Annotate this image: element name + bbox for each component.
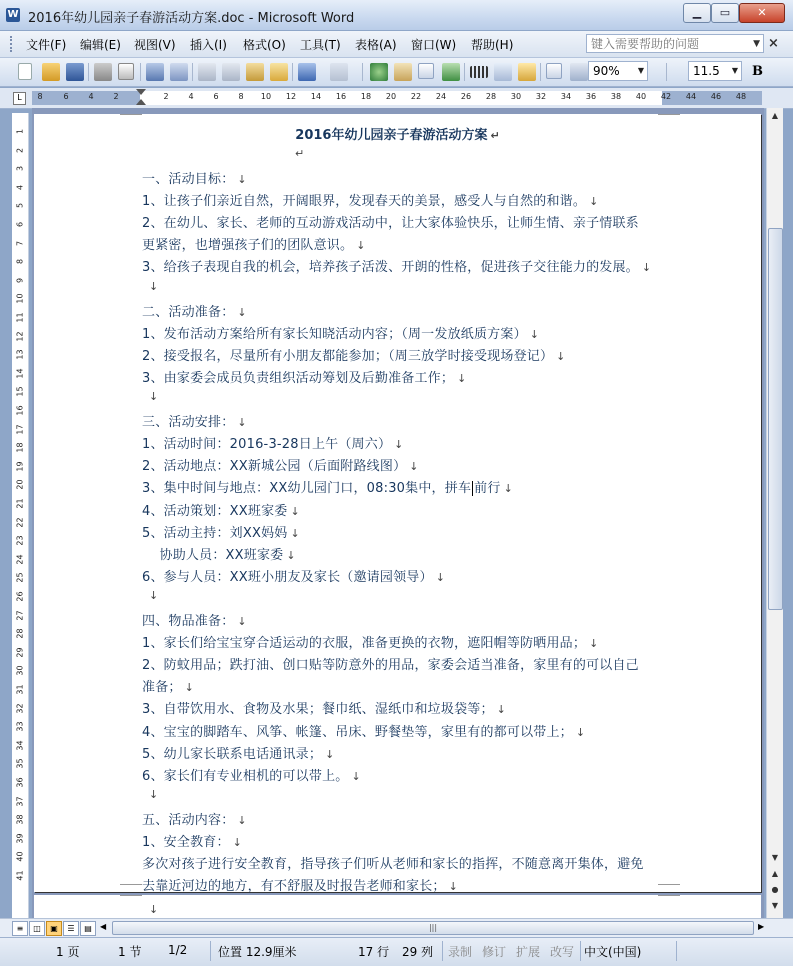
- line-text: 4、活动策划：XX班家委: [142, 503, 288, 519]
- font-size-value: 11.5: [693, 64, 720, 78]
- line-text: 1、让孩子们亲近自然，开阔眼界，发现春天的美景，感受人与自然的和谐。: [142, 194, 587, 210]
- undo-icon[interactable]: [298, 63, 316, 81]
- status-extend[interactable]: 扩展: [516, 945, 541, 959]
- document-line[interactable]: [142, 610, 247, 629]
- reading-view-icon[interactable]: ▤: [80, 921, 96, 936]
- vruler-tick: 3: [15, 166, 25, 172]
- menubar-grip[interactable]: [10, 36, 15, 52]
- vruler-tick: 21: [15, 498, 25, 509]
- vertical-ruler[interactable]: [12, 113, 29, 919]
- menu-tools[interactable]: 工具(T): [300, 38, 341, 52]
- line-text: 多次对孩子进行安全教育，指导孩子们听从老师和家长的指挥，不随意离开集体，避免: [142, 857, 644, 873]
- document-line[interactable]: [142, 477, 513, 496]
- document-line[interactable]: [142, 831, 242, 850]
- vruler-tick: 27: [15, 610, 25, 621]
- line-text: 1、安全教育：: [142, 835, 230, 850]
- ruler-tick: 38: [610, 92, 622, 101]
- vruler-tick: 30: [15, 665, 25, 676]
- line-text: 四、物品准备：: [142, 614, 235, 629]
- vruler-tick: 18: [15, 442, 25, 453]
- ruler-tick: 34: [560, 92, 572, 101]
- status-language: 中文(中国): [584, 945, 642, 959]
- crop-mark: [658, 895, 680, 896]
- vruler-tick: 35: [15, 758, 25, 769]
- vruler-tick: 19: [15, 461, 25, 472]
- ruler-tick: 24: [435, 92, 447, 101]
- window-title: 2016年幼儿园亲子春游活动方案.doc - Microsoft Word: [28, 11, 355, 26]
- ruler-tick: 26: [460, 92, 472, 101]
- print-icon[interactable]: [94, 63, 112, 81]
- minimize-button[interactable]: ▁: [683, 3, 711, 23]
- vruler-tick: 24: [15, 554, 25, 565]
- vruler-tick: 20: [15, 479, 25, 490]
- insert-excel-icon[interactable]: [442, 63, 460, 81]
- status-page-of: 1/2: [168, 943, 188, 957]
- document-page[interactable]: [34, 114, 761, 895]
- new-document-icon[interactable]: [18, 63, 32, 80]
- ruler-tick: 42: [660, 92, 672, 101]
- line-break-mark: ↓: [589, 195, 599, 209]
- line-break-mark: ↓: [237, 416, 247, 430]
- line-text: 3、由家委会成员负责组织活动筹划及后勤准备工作；: [142, 370, 455, 386]
- vruler-tick: 38: [15, 814, 25, 825]
- vertical-scrollbar[interactable]: [766, 108, 783, 918]
- status-record[interactable]: 录制: [448, 945, 473, 959]
- ruler-tick: 10: [260, 92, 272, 101]
- ruler-tick: 4: [88, 92, 94, 101]
- vruler-tick: 8: [15, 259, 25, 265]
- horizontal-scrollbar[interactable]: [0, 918, 793, 937]
- paste-icon[interactable]: [246, 63, 264, 81]
- help-search-input[interactable]: [586, 34, 764, 53]
- document-area[interactable]: [32, 108, 764, 918]
- outline-view-icon[interactable]: ☰: [63, 921, 79, 936]
- format-painter-icon[interactable]: [270, 63, 288, 81]
- menu-bar: [0, 31, 793, 58]
- status-line: 17 行: [358, 945, 390, 959]
- vruler-tick: 26: [15, 591, 25, 602]
- spelling-check-icon[interactable]: [146, 63, 164, 81]
- line-break-mark: ↓: [290, 526, 300, 540]
- vruler-tick: 41: [15, 870, 25, 881]
- line-text: 五、活动内容：: [142, 812, 235, 828]
- zoom-select[interactable]: [588, 61, 648, 81]
- print-preview-icon[interactable]: [118, 63, 134, 80]
- document-line[interactable]: [142, 721, 585, 740]
- document-line[interactable]: [142, 676, 194, 695]
- chevron-down-icon[interactable]: ▼: [753, 39, 760, 49]
- document-line[interactable]: [142, 875, 458, 894]
- first-line-indent-marker[interactable]: [136, 89, 146, 95]
- line-break-mark: ↓: [641, 261, 652, 275]
- ruler-tick: 14: [310, 92, 322, 101]
- columns-icon[interactable]: [470, 66, 488, 78]
- close-document-icon[interactable]: ×: [768, 36, 779, 51]
- text-cursor: [472, 481, 473, 496]
- save-icon[interactable]: [66, 63, 84, 81]
- crop-mark: [120, 884, 142, 885]
- vruler-tick: 23: [15, 535, 25, 546]
- next-page-top[interactable]: [34, 895, 761, 918]
- ruler-tick: 22: [410, 92, 422, 101]
- help-search-placeholder: 键入需要帮助的问题: [591, 37, 700, 51]
- document-line[interactable]: [142, 522, 300, 541]
- vruler-tick: 25: [15, 572, 25, 583]
- ruler-tick: 40: [635, 92, 647, 101]
- line-text: 去靠近河边的地方，有不舒服及时报告老师和家长；: [142, 879, 446, 895]
- line-text: 5、幼儿家长联系电话通讯录；: [142, 746, 323, 762]
- ruler-tick: 6: [213, 92, 219, 101]
- web-view-icon[interactable]: ◫: [29, 921, 45, 936]
- line-break-mark: ↓: [556, 349, 566, 363]
- vruler-tick: 40: [15, 851, 25, 862]
- vruler-tick: 28: [15, 628, 25, 639]
- word-app-icon[interactable]: W: [7, 9, 19, 20]
- document-line[interactable]: [142, 809, 247, 828]
- vruler-tick: 13: [15, 349, 25, 360]
- line-text: 1、活动时间：2016-3-28日上午（周六）: [142, 437, 392, 453]
- ruler-tick: 6: [63, 92, 69, 101]
- ruler-tick: 8: [37, 92, 43, 101]
- horizontal-scroll-thumb[interactable]: |||: [112, 921, 754, 935]
- document-line[interactable]: [142, 256, 651, 275]
- line-break-mark: ↓: [529, 327, 540, 341]
- document-line[interactable]: [142, 345, 566, 364]
- vertical-scroll-thumb[interactable]: [768, 228, 783, 610]
- ruler-tick: 30: [510, 92, 522, 101]
- show-hide-marks-icon[interactable]: [570, 63, 588, 81]
- menu-table[interactable]: 表格(A): [355, 38, 397, 52]
- ruler-tick: 4: [188, 92, 194, 101]
- ruler-tick: 2: [163, 92, 169, 101]
- bold-button[interactable]: B: [752, 64, 763, 79]
- drawing-icon[interactable]: [494, 63, 512, 81]
- menu-view[interactable]: 视图(V): [134, 38, 176, 52]
- line-break-mark: ↓: [290, 504, 300, 518]
- vruler-tick: 31: [15, 684, 25, 695]
- line-break-mark: ↓: [409, 460, 419, 474]
- standard-toolbar: [0, 58, 793, 87]
- line-break-mark: ↓: [457, 371, 467, 385]
- line-break-mark: ↓: [286, 548, 296, 562]
- document-title: 2016年幼儿园亲子春游活动方案 ↵: [295, 128, 500, 143]
- menu-help[interactable]: 帮助(H): [471, 38, 514, 52]
- redo-icon[interactable]: [330, 63, 348, 81]
- ruler-tick: 48: [735, 92, 747, 101]
- line-break-mark: ↓: [237, 813, 247, 827]
- ruler-tick: 18: [360, 92, 372, 101]
- document-line[interactable]: [142, 698, 506, 717]
- read-icon[interactable]: [546, 63, 562, 79]
- document-line[interactable]: [142, 234, 366, 253]
- title-bar: [0, 0, 793, 31]
- vruler-tick: 14: [15, 368, 25, 379]
- line-text: 2、接受报名，尽量所有小朋友都能参加；（周三放学时接受现场登记）: [142, 348, 554, 364]
- document-line[interactable]: [142, 168, 247, 187]
- line-text: 三、活动安排：: [142, 415, 235, 431]
- document-line[interactable]: [142, 212, 639, 231]
- line-text: 2、在幼儿、家长、老师的互动游戏活动中，让大家体验快乐，让师生情、亲子情联系: [142, 216, 639, 232]
- hyperlink-icon[interactable]: [370, 63, 388, 81]
- line-text: 2、活动地点：XX新城公园（后面附路线图）: [142, 459, 407, 475]
- copy-icon[interactable]: [222, 63, 240, 81]
- line-break-mark: ↓: [325, 747, 335, 761]
- vruler-tick: 29: [15, 647, 25, 658]
- menu-format[interactable]: 格式(O): [243, 38, 286, 52]
- status-column: 29 列: [402, 945, 434, 959]
- print-layout-view-icon[interactable]: ▣: [46, 921, 62, 936]
- cut-icon[interactable]: [198, 63, 216, 81]
- line-break-mark: ↓: [149, 903, 159, 916]
- ruler-tick: 12: [285, 92, 297, 101]
- line-text: 1、发布活动方案给所有家长知晓活动内容；（周一发放纸质方案）: [142, 326, 527, 342]
- vruler-tick: 34: [15, 740, 25, 751]
- vruler-tick: 15: [15, 386, 25, 397]
- document-line[interactable]: [142, 411, 247, 430]
- tab-selector-icon[interactable]: L: [13, 92, 26, 105]
- next-page-icon[interactable]: ▼: [771, 901, 779, 910]
- line-break-mark: ↓: [149, 787, 159, 801]
- vruler-tick: 10: [15, 293, 25, 304]
- chevron-down-icon[interactable]: ▼: [731, 66, 739, 75]
- status-section: 1 节: [118, 945, 142, 959]
- line-text: 1、家长们给宝宝穿合适运动的衣服，准备更换的衣物，遮阳帽等防晒用品；: [142, 636, 587, 652]
- scroll-down-icon[interactable]: ▼: [771, 853, 779, 862]
- line-text: 准备；: [142, 680, 182, 696]
- status-track-changes[interactable]: 修订: [482, 945, 507, 959]
- line-text: 4、宝宝的脚踏车、风筝、帐篷、吊床、野餐垫等，家里有的都可以带上；: [142, 724, 573, 740]
- document-line[interactable]: [142, 544, 296, 563]
- line-break-mark: ↓: [435, 570, 446, 584]
- font-size-select[interactable]: [688, 61, 742, 81]
- previous-page-icon[interactable]: ▲: [771, 869, 779, 878]
- status-position: 位置 12.9厘米: [218, 945, 297, 959]
- scroll-right-icon[interactable]: ▶: [758, 922, 765, 931]
- line-text: 2、防蚊用品；跌打油、创口贴等防意外的用品，家委会适当准备，家里有的可以自己: [142, 658, 639, 674]
- line-text: 3、自带饮用水、食物及水果；餐巾纸、湿纸巾和垃圾袋等；: [142, 702, 494, 718]
- line-break-mark: ↓: [149, 390, 159, 403]
- crop-mark: [658, 114, 680, 115]
- close-button[interactable]: ✕: [739, 3, 785, 23]
- ruler-tick: 36: [585, 92, 597, 101]
- menu-file[interactable]: 文件(F): [26, 38, 67, 52]
- line-break-mark: ↓: [394, 438, 404, 452]
- ruler-tick: 2: [113, 92, 119, 101]
- empty-line[interactable]: [146, 787, 158, 802]
- ruler-tick: 16: [335, 92, 347, 101]
- empty-line[interactable]: [146, 389, 158, 404]
- empty-line[interactable]: [146, 279, 158, 294]
- vruler-tick: 4: [15, 184, 25, 190]
- select-browse-object-icon[interactable]: ●: [771, 885, 779, 894]
- vruler-tick: 16: [15, 405, 25, 416]
- horizontal-ruler[interactable]: [0, 88, 793, 109]
- empty-paragraph-mark: ↵: [295, 147, 305, 160]
- vruler-tick: 32: [15, 703, 25, 714]
- line-break-mark: ↓: [351, 769, 361, 783]
- line-break-mark: ↓: [237, 173, 247, 186]
- open-folder-icon[interactable]: [42, 63, 60, 81]
- normal-view-icon[interactable]: ≡: [12, 921, 28, 936]
- vruler-tick: 9: [15, 277, 25, 283]
- vruler-tick: 2: [15, 147, 25, 153]
- crop-mark: [120, 895, 142, 896]
- document-map-icon[interactable]: [518, 63, 536, 81]
- tables-borders-icon[interactable]: [394, 63, 412, 81]
- ruler-tick: 8: [238, 92, 244, 101]
- crop-mark: [658, 884, 680, 885]
- line-break-mark: ↓: [496, 703, 507, 717]
- ruler-tick: 28: [485, 92, 497, 101]
- document-line[interactable]: [142, 367, 467, 386]
- line-text: 协助人员：XX班家委: [142, 547, 284, 563]
- crop-mark: [120, 114, 142, 115]
- line-break-mark: ↓: [575, 725, 586, 739]
- vruler-tick: 33: [15, 721, 25, 732]
- line-break-mark: ↓: [149, 279, 159, 293]
- vruler-tick: 6: [15, 221, 25, 228]
- document-line[interactable]: [142, 323, 539, 342]
- scroll-left-icon[interactable]: ◀: [100, 922, 107, 931]
- ruler-left-margin: [32, 91, 140, 105]
- scroll-up-icon[interactable]: ▲: [771, 111, 779, 120]
- ruler-tick: 20: [385, 92, 397, 101]
- menu-insert[interactable]: 插入(I): [190, 38, 227, 52]
- document-line[interactable]: [142, 853, 644, 872]
- research-icon[interactable]: [170, 63, 188, 81]
- line-break-mark: ↓: [232, 836, 243, 849]
- line-text: 6、参与人员：XX班小朋友及家长（邀请园领导）: [142, 569, 433, 585]
- vruler-tick: 36: [15, 777, 25, 788]
- document-line[interactable]: [142, 654, 639, 673]
- hanging-indent-marker[interactable]: [136, 99, 146, 105]
- menu-window[interactable]: 窗口(W): [411, 38, 457, 52]
- vruler-tick: 39: [15, 833, 25, 844]
- document-line[interactable]: [142, 765, 361, 784]
- document-line[interactable]: [142, 190, 599, 209]
- document-line[interactable]: [142, 500, 300, 519]
- document-line[interactable]: [142, 301, 247, 320]
- line-text: 更紧密，也增强孩子们的团队意识。: [142, 238, 354, 254]
- status-bar: [0, 937, 793, 966]
- menu-edit[interactable]: 编辑(E): [80, 38, 121, 52]
- chevron-down-icon[interactable]: ▼: [637, 66, 645, 75]
- insert-table-icon[interactable]: [418, 63, 434, 79]
- document-line[interactable]: [142, 743, 335, 762]
- vruler-tick: 1: [15, 128, 25, 135]
- status-overtype[interactable]: 改写: [550, 945, 575, 959]
- ruler-tick: 44: [685, 92, 697, 101]
- line-break-mark: ↓: [356, 239, 366, 253]
- line-break-mark: ↓: [589, 637, 599, 651]
- status-page: 1 页: [56, 945, 80, 959]
- document-line[interactable]: [142, 455, 419, 474]
- line-text: 3、给孩子表现自我的机会，培养孩子活泼、开朗的性格，促进孩子交往能力的发展。: [142, 260, 639, 276]
- document-line[interactable]: [142, 632, 599, 651]
- zoom-value: 90%: [593, 64, 620, 78]
- line-break-mark: ↓: [149, 588, 159, 602]
- vruler-tick: 17: [15, 424, 25, 435]
- ruler-tick: 46: [710, 92, 722, 101]
- document-line[interactable]: [142, 433, 404, 452]
- document-line[interactable]: [142, 566, 445, 585]
- line-break-mark: ↓: [448, 880, 459, 894]
- line-text: 6、家长们有专业相机的可以带上。: [142, 768, 349, 784]
- line-text: 5、活动主持：刘XX妈妈: [142, 525, 288, 541]
- line-text: 一、活动目标：: [142, 172, 235, 187]
- line-break-mark: ↓: [237, 615, 247, 628]
- vruler-tick: 7: [15, 240, 25, 246]
- empty-line[interactable]: [146, 588, 158, 603]
- line-break-mark: ↓: [237, 305, 247, 319]
- vruler-tick: 22: [15, 517, 25, 528]
- line-text: 3、集中时间与地点：XX幼儿园门口，08:30集中，拼车: [142, 481, 472, 497]
- line-break-mark: ↓: [503, 482, 513, 496]
- vruler-tick: 5: [15, 203, 25, 209]
- vruler-tick: 12: [15, 331, 25, 342]
- line-break-mark: ↓: [184, 681, 195, 695]
- ruler-tick: 32: [535, 92, 547, 101]
- vruler-tick: 37: [15, 796, 25, 807]
- vruler-tick: 11: [15, 312, 25, 323]
- line-text: 二、活动准备：: [142, 304, 235, 320]
- line-text: 前行: [474, 481, 501, 497]
- maximize-button[interactable]: ▭: [711, 3, 739, 23]
